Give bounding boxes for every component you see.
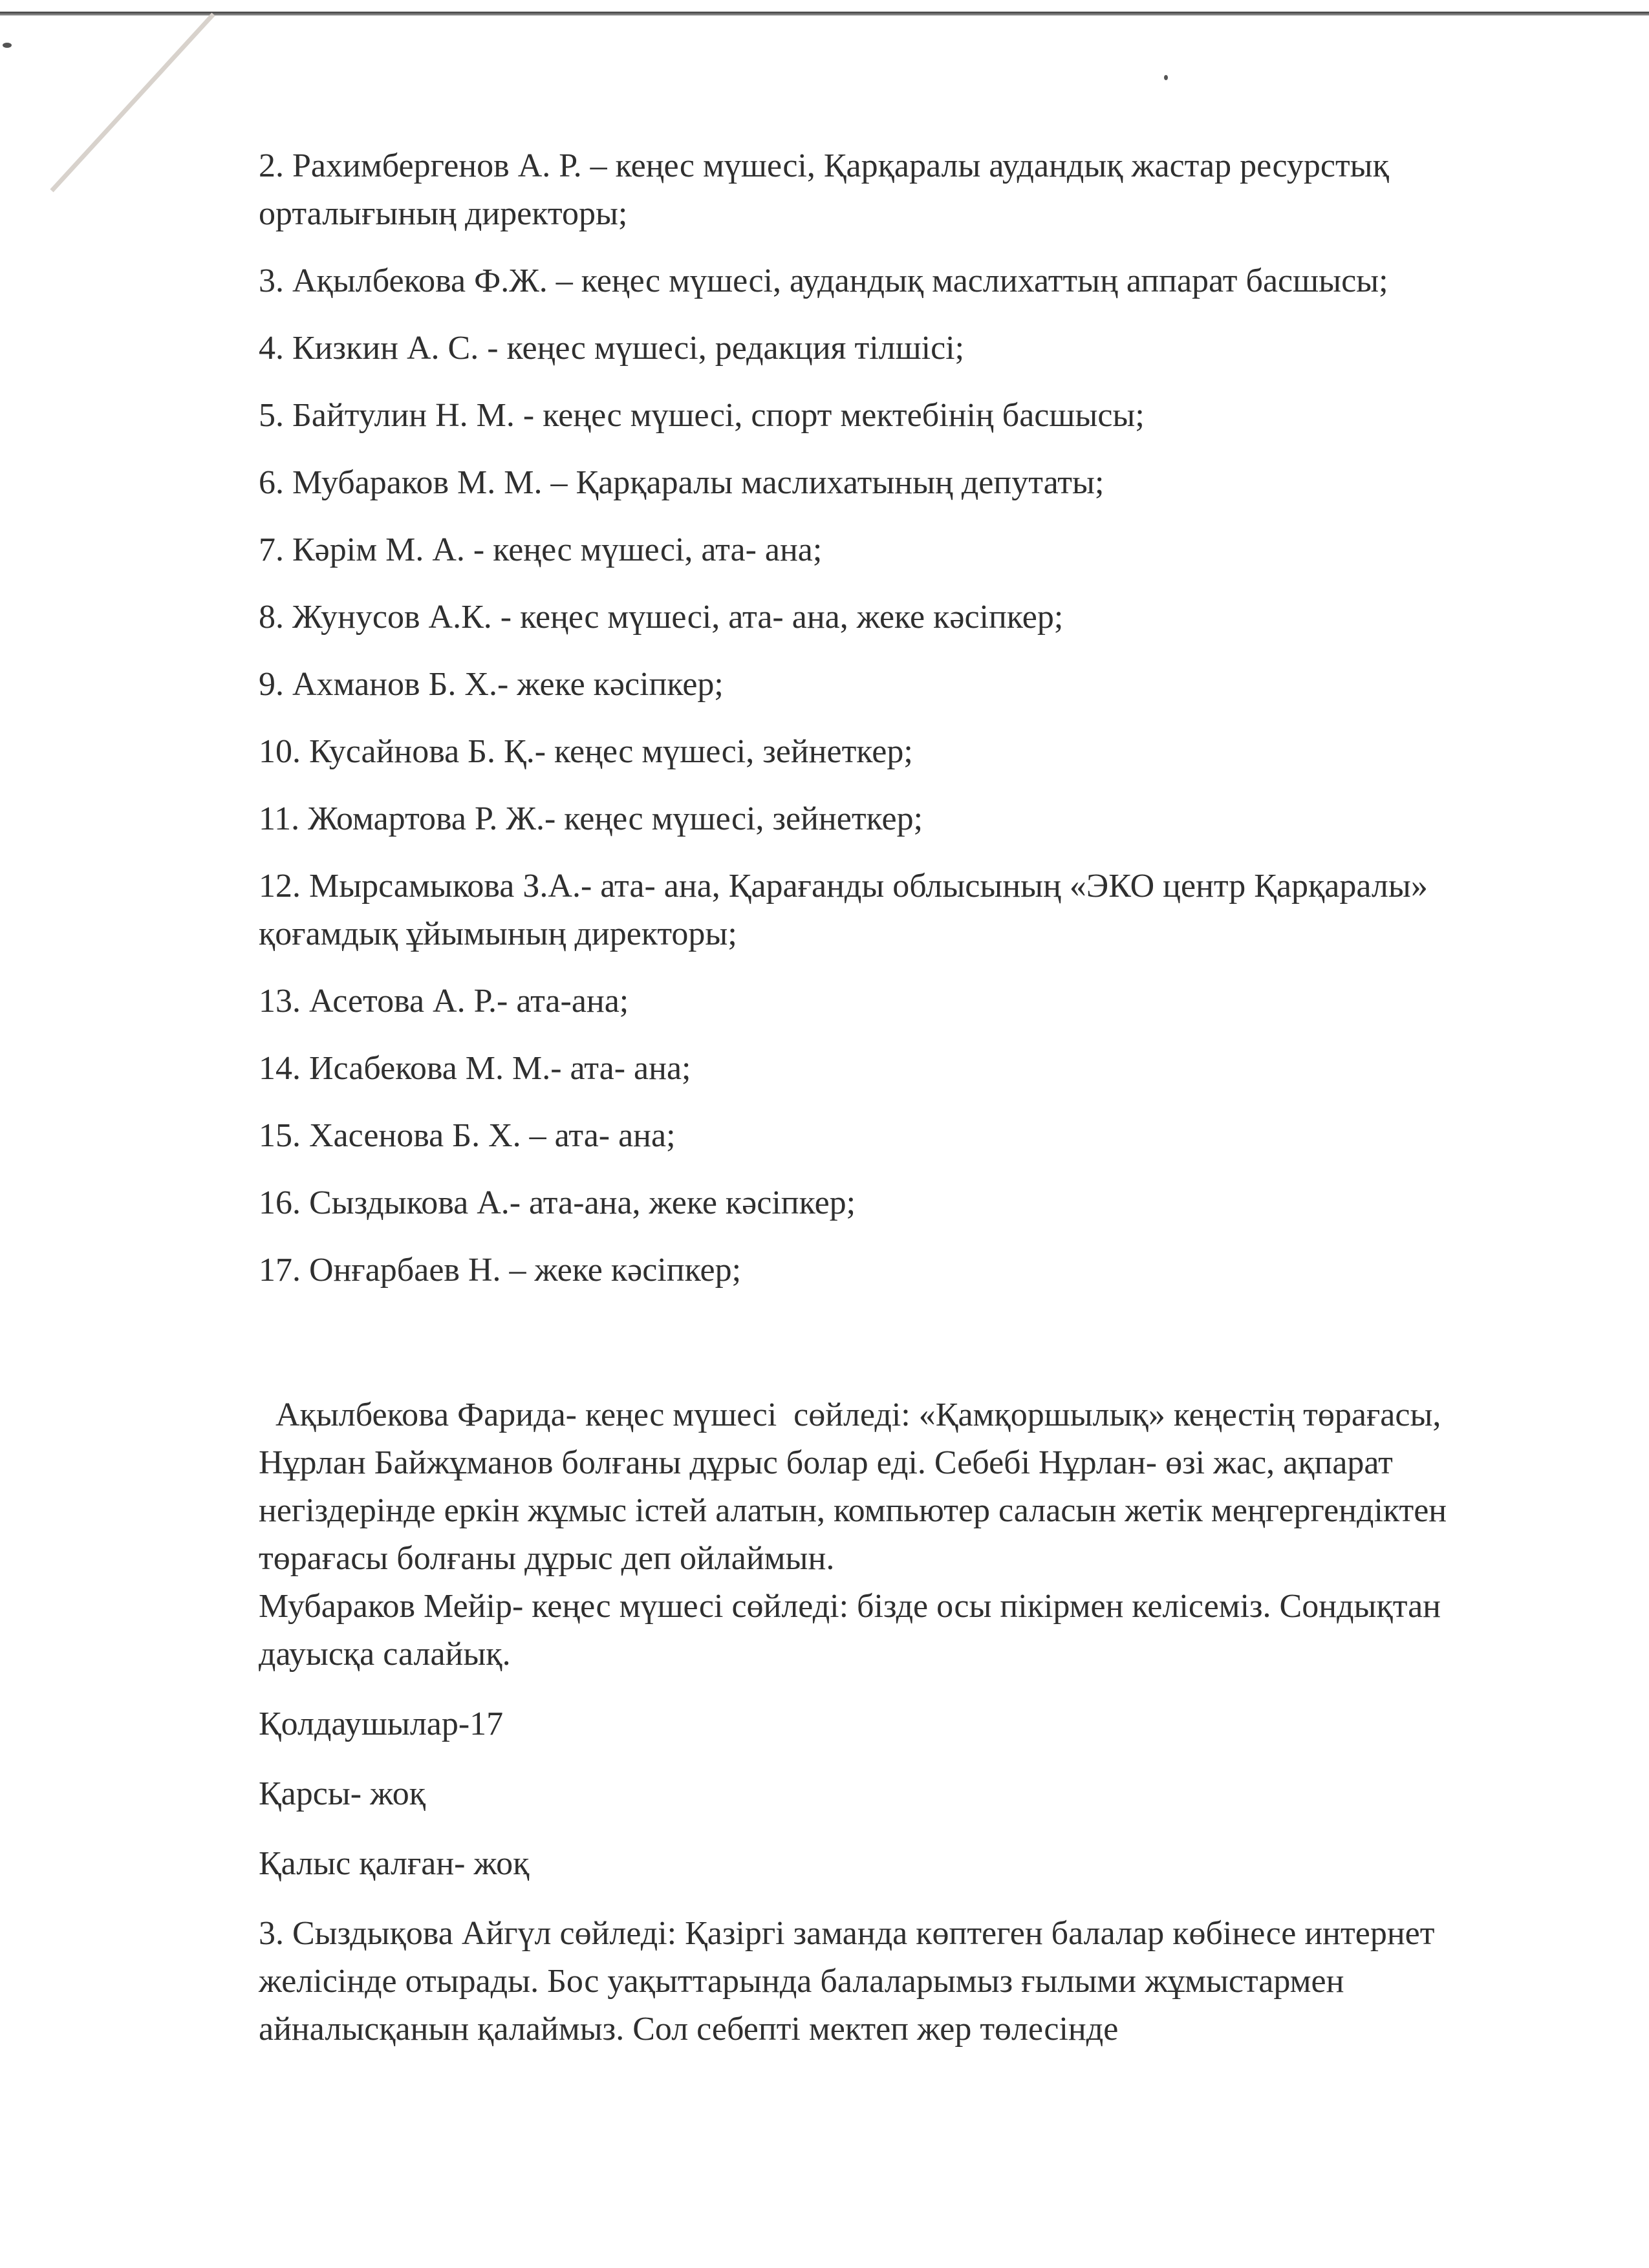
member-item: 14. Исабекова М. М.- ата- ана;	[259, 1050, 691, 1087]
member-item: 17. Онғарбаев Н. – жеке кәсіпкер;	[259, 1252, 742, 1289]
spacer	[259, 1314, 1526, 1391]
scan-speck	[3, 43, 12, 48]
member-item: 4. Кизкин А. С. - кеңес мүшесі, редакция тілшісі;	[259, 330, 965, 367]
vote-results	[259, 1700, 1526, 1888]
vote-against: Қарсы- жоқ	[259, 1775, 426, 1812]
vote-for: Қолдаушылар-17	[259, 1706, 504, 1742]
member-item: 12. Мырсамыкова З.А.- ата- ана, Қарағанды облысының «ЭКО центр Қарқаралы» қоғамдық ұйымының директоры;	[259, 868, 1428, 952]
member-item: 16. Сыздыкова А.- ата-ана, жеке кәсіпкер;	[259, 1184, 856, 1221]
speech-akylbekova: Ақылбекова Фарида- кеңес мүшесі сөйледі: «Қамқоршылық» кеңестің төрағасы, Нұрлан Байжұманов болғаны дұрыс болар еді. Себебі Нұрлан- өзі жас, ақпарат негіздерінде еркін жұмыс істей алатын, компьютер саласын жетік меңгергендіктен төрағасы болғаны дұрыс деп ойлаймын.	[259, 1396, 1456, 1577]
members-list	[259, 142, 1526, 1294]
scan-speck	[1164, 75, 1168, 80]
member-item: 7. Кәрім М. А. - кеңес мүшесі, ата- ана;	[259, 531, 823, 568]
member-item: 11. Жомартова Р. Ж.- кеңес мүшесі, зейнеткер;	[259, 800, 923, 837]
fold-line-stroke	[52, 14, 213, 191]
document-page	[259, 142, 1526, 2053]
member-item: 10. Кусайнова Б. Қ.- кеңес мүшесі, зейнеткер;	[259, 733, 913, 770]
vote-abstained: Қалыс қалған- жоқ	[259, 1845, 530, 1882]
member-item: 5. Байтулин Н. М. - кеңес мүшесі, спорт мектебінің басшысы;	[259, 397, 1145, 434]
member-item: 6. Мубараков М. М. – Қарқаралы маслихатының депутаты;	[259, 464, 1105, 501]
discussion	[259, 1391, 1526, 1678]
member-item: 2. Рахимбергенов А. Р. – кеңес мүшесі, Қарқаралы аудандық жастар ресурстық орталығының директоры;	[259, 147, 1389, 232]
member-item: 9. Ахманов Б. Х.- жеке кәсіпкер;	[259, 666, 724, 703]
member-item: 8. Жунусов А.К. - кеңес мүшесі, ата- ана, жеке кәсіпкер;	[259, 599, 1064, 636]
scan-fold-line	[0, 0, 259, 207]
member-item: 15. Хасенова Б. Х. – ата- ана;	[259, 1117, 676, 1154]
member-item: 13. Асетова А. Р.- ата-ана;	[259, 983, 629, 1020]
section-3-speech: 3. Сыздықова Айгүл сөйледі: Қазіргі заманда көптеген балалар көбінесе интернет желісінде отырады. Бос уақыттарында балаларымыз ғылыми жұмыстармен айналысқанын қалаймыз. Сол себепті мектеп жер төлесінде	[259, 1915, 1435, 2048]
member-item: 3. Ақылбекова Ф.Ж. – кеңес мүшесі, аудандық маслихаттың аппарат басшысы;	[259, 262, 1388, 299]
speech-mubarakov: Мубараков Мейір- кеңес мүшесі сөйледі: бізде осы пікірмен келісеміз. Сондықтан дауысқа салайық.	[259, 1588, 1441, 1673]
